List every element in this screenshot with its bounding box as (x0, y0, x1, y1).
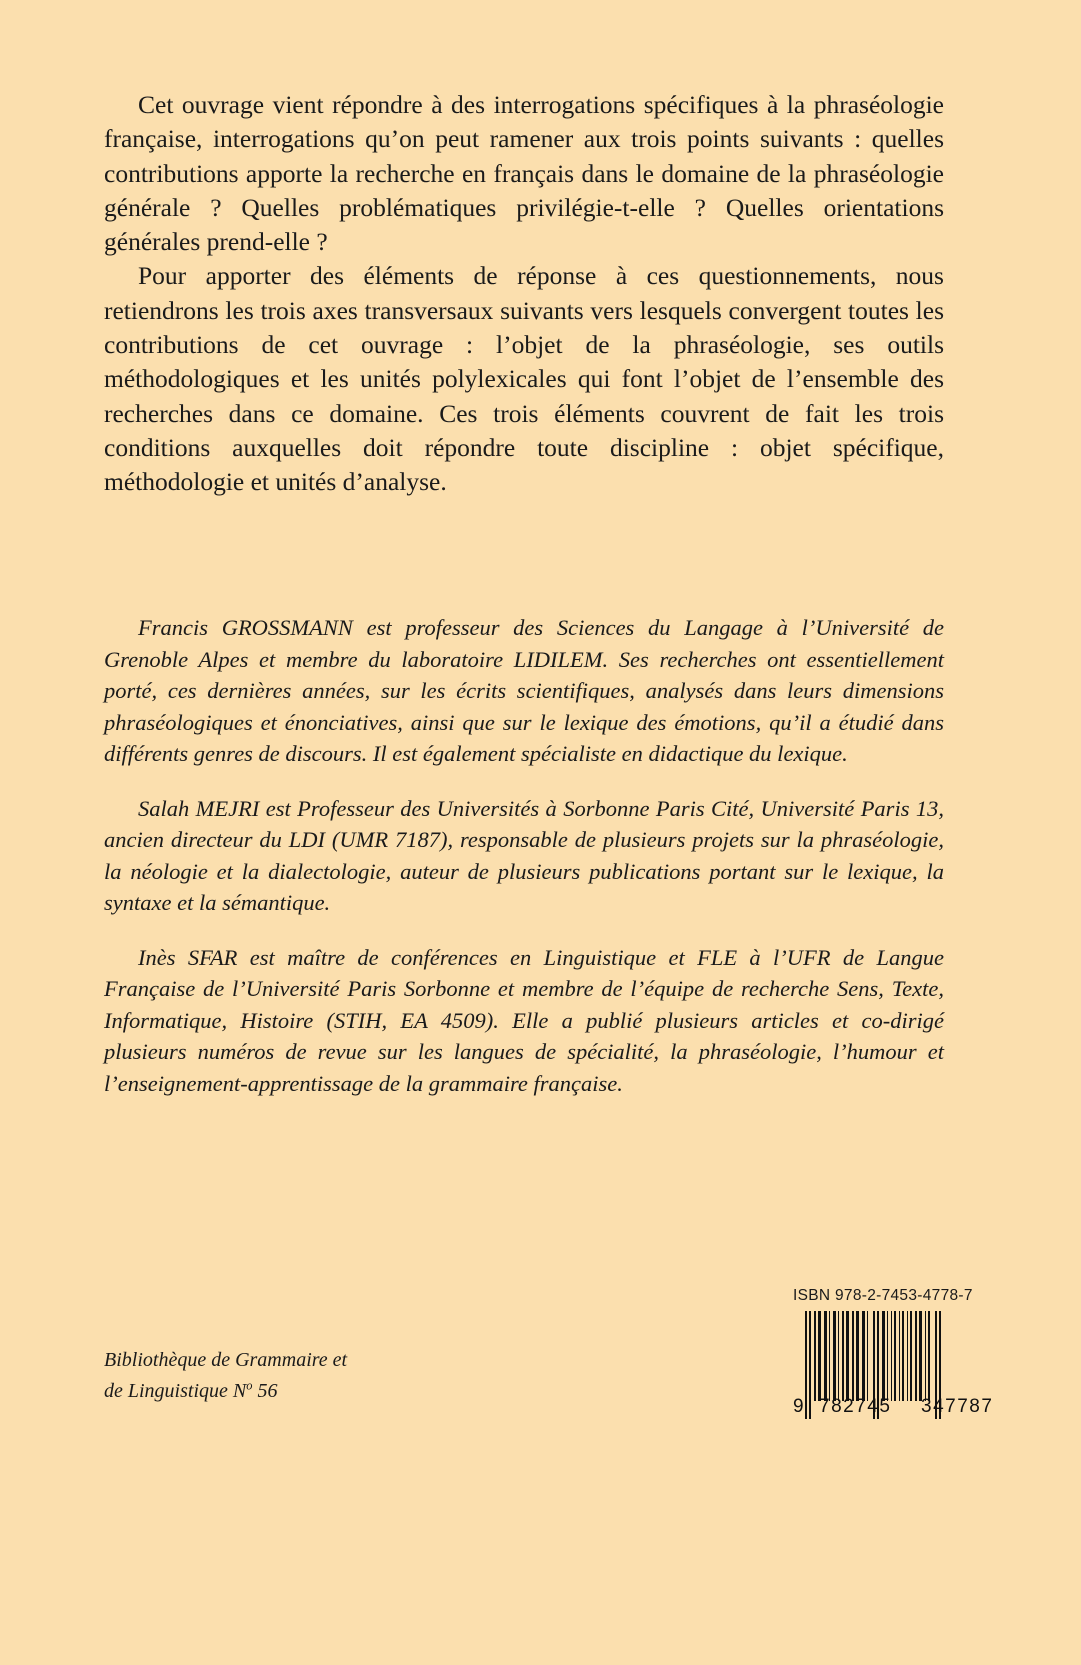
author-bios (104, 612, 944, 1099)
author-bio-grossmann: Francis GROSSMANN est professeur des Sciences du Langage à l’Université de Grenoble Alpes et membre du laboratoire LIDILEM. Ses recherches ont essentiellement porté, ces dernières années, sur les écrits scientifiques, analysés dans leurs dimensions phraséologiques et énonciatives, ainsi que sur le lexique des émotions, qu’il a étudié dans différents genres de discours. Il est également spécialiste en didactique du lexique. (104, 615, 944, 766)
barcode-lead-digit: 9 (793, 1396, 806, 1417)
series-line-2-prefix: de Linguistique N (104, 1380, 247, 1402)
series-number-ordinal: o (246, 1378, 253, 1393)
series-info (104, 1345, 534, 1407)
series-line-1: Bibliothèque de Grammaire et (104, 1349, 348, 1371)
author-bio-sfar: Inès SFAR est maître de conférences en Linguistique et FLE à l’UFR de Langue Française de l’Université Paris Sorbonne et membre de l’équipe de recherche Sens, Texte, Informatique, Histoire (STIH, EA 4509). Elle a publié plusieurs articles et co-dirigé plusieurs numéros de revue sur les langues de spécialité, la phraséologie, l’humour et l’enseignement-apprentissage de la grammaire française. (104, 944, 944, 1096)
barcode-right-digits: 347787 (921, 1396, 994, 1417)
author-bio-mejri: Salah MEJRI est Professeur des Universités à Sorbonne Paris Cité, Université Paris 13, ancien directeur du LDI (UMR 7187), responsable de plusieurs projets sur la phraséologie, la néologie et la dialectologie, auteur de plusieurs publications portant sur le lexique, la syntaxe et la sémantique. (104, 795, 944, 915)
barcode (793, 1311, 1005, 1419)
blurb-paragraph-2: Pour apporter des éléments de réponse à ces questionnements, nous retiendrons les trois axes transversaux suivants vers lesquels convergent toutes les contributions de cet ouvrage : l’objet de la phraséologie, ses outils méthodologiques et les unités polylexicales qui font l’objet de l’ensemble des recherches dans ce domaine. Ces trois éléments couvrent de fait les trois conditions auxquelles doit répondre toute discipline : objet spécifique, méthodologie et unités d’analyse. (104, 261, 944, 497)
isbn-label: ISBN 978-2-7453-4778-7 (793, 1287, 973, 1304)
barcode-digits (793, 1398, 1005, 1418)
series-line-2 (104, 1376, 534, 1407)
isbn-area (793, 1287, 1005, 1419)
book-blurb (104, 88, 944, 500)
blurb-paragraph-1: Cet ouvrage vient répondre à des interrogations spécifiques à la phraséologie française, interrogations qu’on peut ramener aux trois points suivants : quelles contributions apporte la recherche en français dans le domaine de la phraséologie générale ? Quelles problématiques privilégie-t-elle ? Quelles orientations générales prend-elle ? (104, 90, 944, 257)
barcode-left-digits: 782745 (819, 1396, 892, 1417)
series-number: 56 (252, 1380, 278, 1402)
